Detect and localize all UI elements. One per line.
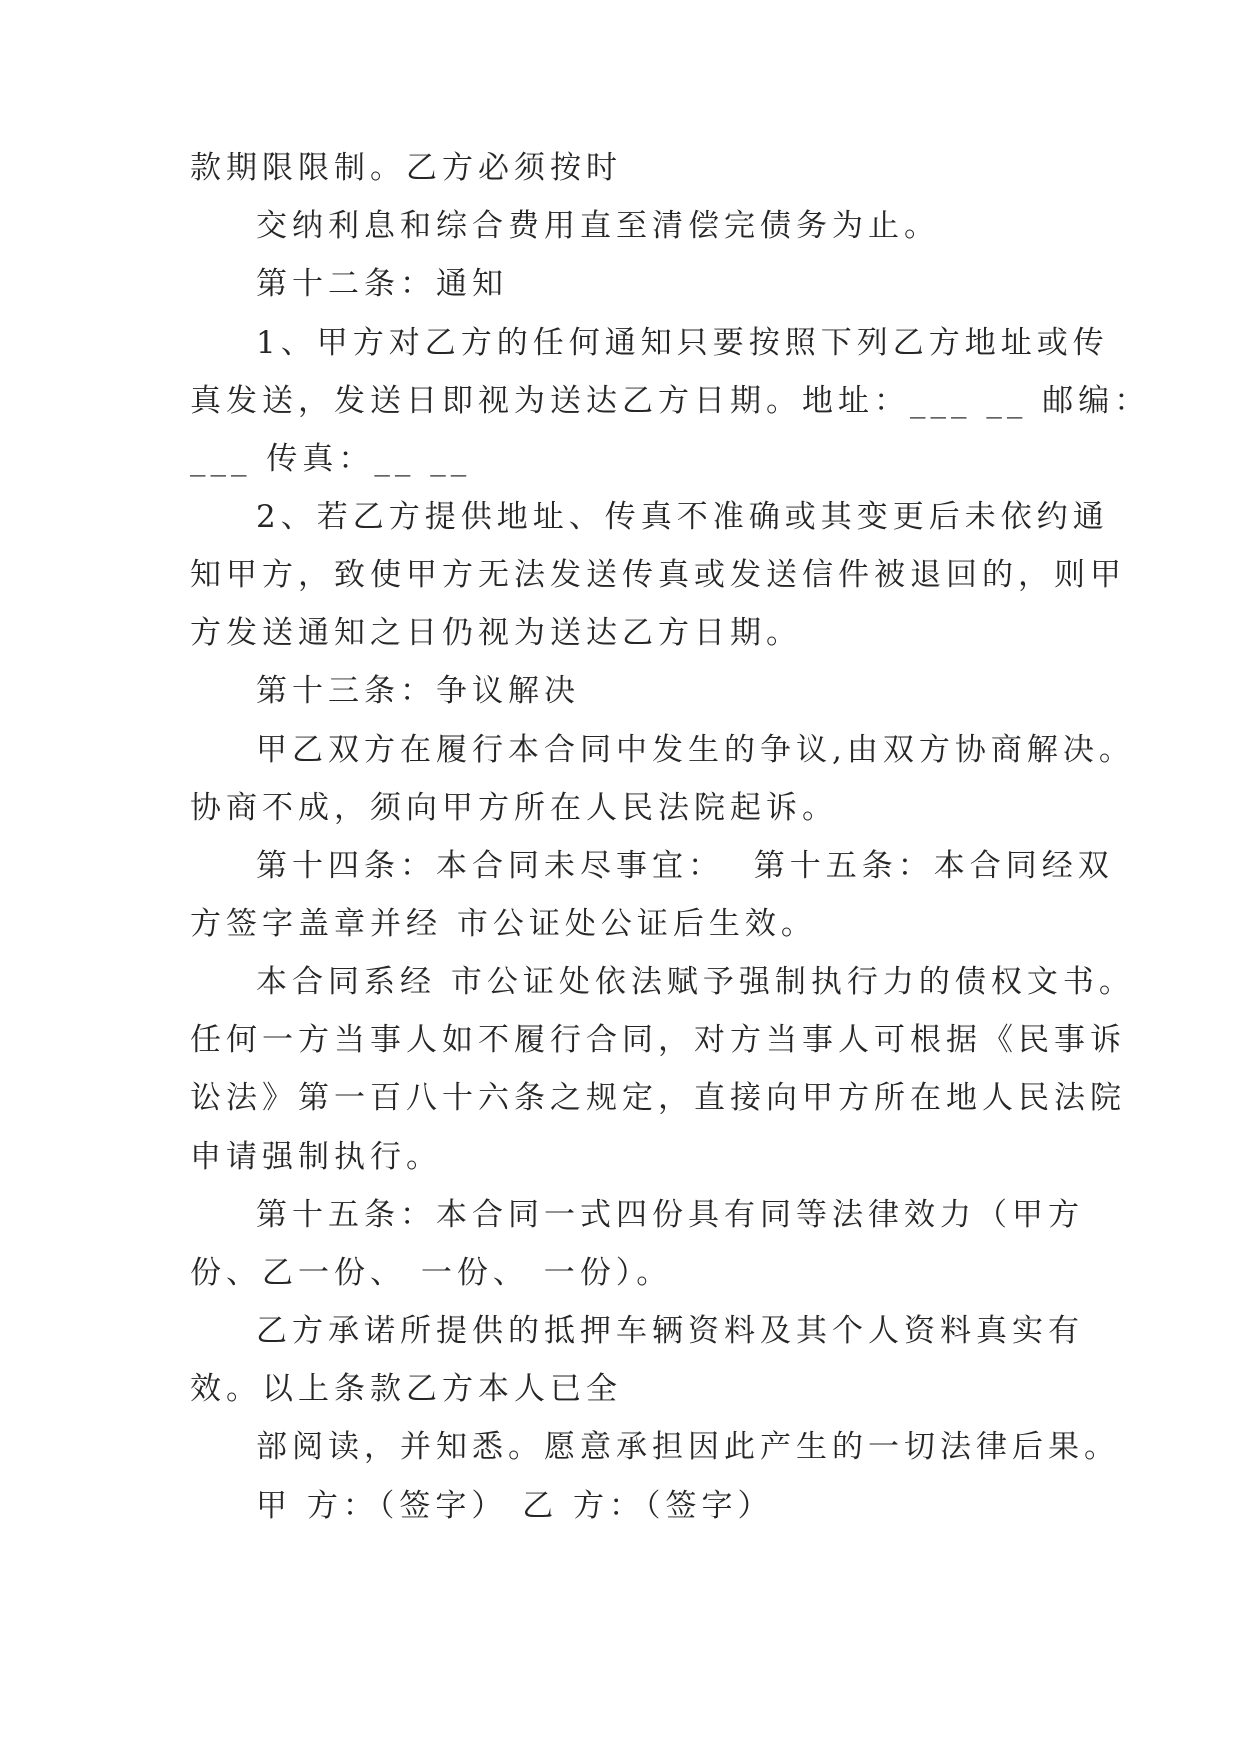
text-line: 份、乙一份、 一份、 一份）。 — [190, 1255, 673, 1291]
text-line: 本合同系经 市公证处依法赋予强制执行力的债权文书。 — [256, 964, 1135, 1000]
section-heading: 第十五条：本合同一式四份具有同等法律效力（甲方 — [256, 1197, 1084, 1233]
text-line: 第十四条：本合同未尽事宜： 第十五条：本合同经双 — [256, 848, 1114, 884]
section-heading: 第十二条：通知 — [256, 266, 508, 302]
text-line: 讼法》第一百八十六条之规定，直接向甲方所在地人民法院 — [190, 1080, 1126, 1116]
text-line: 任何一方当事人如不履行合同，对方当事人可根据《民事诉 — [190, 1022, 1126, 1058]
signature-line: 甲 方：（签字） 乙 方：（签字） — [256, 1488, 774, 1524]
text-line: 款期限限制。乙方必须按时 — [190, 150, 622, 186]
text-line: 部阅读，并知悉。愿意承担因此产生的一切法律后果。 — [256, 1429, 1120, 1465]
text-line: 方发送通知之日仍视为送达乙方日期。 — [190, 615, 802, 651]
text-line: 交纳利息和综合费用直至清偿完债务为止。 — [256, 208, 940, 244]
text-line: 效。以上条款乙方本人已全 — [190, 1371, 622, 1407]
text-line: 2、若乙方提供地址、传真不准确或其变更后未依约通 — [256, 499, 1109, 535]
text-line: 方签字盖章并经 市公证处公证后生效。 — [190, 906, 817, 942]
text-line: 申请强制执行。 — [190, 1139, 442, 1175]
text-line: 乙方承诺所提供的抵押车辆资料及其个人资料真实有 — [256, 1313, 1084, 1349]
section-heading: 第十三条：争议解决 — [256, 673, 580, 709]
text-line: 协商不成，须向甲方所在人民法院起诉。 — [190, 790, 838, 826]
text-line: 知甲方，致使甲方无法发送传真或发送信件被退回的，则甲 — [190, 557, 1126, 593]
text-line: ___ 传真：__ __ — [190, 441, 472, 477]
text-line: 真发送，发送日即视为送达乙方日期。地址：___ __ 邮编： — [190, 383, 1151, 419]
text-line: 甲乙双方在履行本合同中发生的争议,由双方协商解决。 — [256, 732, 1135, 768]
text-line: 1、甲方对乙方的任何通知只要按照下列乙方地址或传 — [256, 325, 1109, 361]
